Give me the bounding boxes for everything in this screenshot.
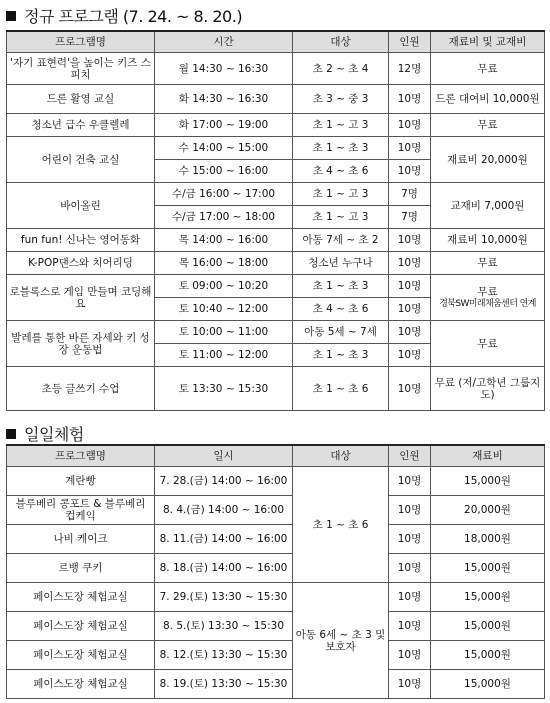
program-fee: 무료 bbox=[431, 114, 545, 137]
table-row bbox=[7, 641, 545, 670]
table-row bbox=[7, 114, 545, 137]
table-row bbox=[7, 583, 545, 612]
program-target: 초 1 ~ 고 3 bbox=[293, 114, 389, 137]
program-fee: 15,000원 bbox=[431, 612, 545, 641]
program-count: 7명 bbox=[389, 183, 431, 206]
program-count: 7명 bbox=[389, 206, 431, 229]
program-name: 청소년 급수 우클렐레 bbox=[7, 114, 155, 137]
program-name: 로블록스로 게임 만들며 코딩해요 bbox=[7, 275, 155, 321]
table-row bbox=[7, 229, 545, 252]
table-row bbox=[7, 321, 545, 344]
program-target: 아동 5세 ~ 7세 bbox=[293, 321, 389, 344]
program-count: 10명 bbox=[389, 583, 431, 612]
section-title-regular bbox=[6, 4, 242, 27]
program-time: 수 15:00 ~ 16:00 bbox=[155, 160, 293, 183]
program-name: K-POP댄스와 치어리딩 bbox=[7, 252, 155, 275]
program-target: 초 1 ~ 고 3 bbox=[293, 183, 389, 206]
program-name: '자기 표현력'을 높이는 키즈 스피치 bbox=[7, 53, 155, 85]
table-row bbox=[7, 367, 545, 411]
program-count: 10명 bbox=[389, 525, 431, 554]
program-time: 수/금 16:00 ~ 17:00 bbox=[155, 183, 293, 206]
program-time: 토 13:30 ~ 15:30 bbox=[155, 367, 293, 411]
program-target: 초 2 ~ 초 4 bbox=[293, 53, 389, 85]
program-count: 10명 bbox=[389, 321, 431, 344]
program-count: 10명 bbox=[389, 641, 431, 670]
program-date: 8. 5.(토) 13:30 ~ 15:30 bbox=[155, 612, 293, 641]
program-count: 10명 bbox=[389, 137, 431, 160]
program-time: 목 16:00 ~ 18:00 bbox=[155, 252, 293, 275]
program-target: 청소년 누구나 bbox=[293, 252, 389, 275]
table-row bbox=[7, 137, 545, 160]
program-name: 바이올린 bbox=[7, 183, 155, 229]
table-row bbox=[7, 554, 545, 583]
table-row bbox=[7, 53, 545, 85]
program-fee: 무료 bbox=[431, 53, 545, 85]
header-program: 프로그램명 bbox=[7, 445, 155, 467]
table-row bbox=[7, 496, 545, 525]
table-row bbox=[7, 670, 545, 699]
program-target: 초 3 ~ 중 3 bbox=[293, 85, 389, 114]
program-fee: 15,000원 bbox=[431, 554, 545, 583]
program-count: 10명 bbox=[389, 467, 431, 496]
header-fee: 재료비 및 교재비 bbox=[431, 31, 545, 53]
program-target: 초 1 ~ 고 3 bbox=[293, 206, 389, 229]
program-count: 10명 bbox=[389, 298, 431, 321]
program-count: 10명 bbox=[389, 612, 431, 641]
program-count: 10명 bbox=[389, 85, 431, 114]
table-row bbox=[7, 612, 545, 641]
program-date: 8. 18.(금) 14:00 ~ 16:00 bbox=[155, 554, 293, 583]
program-time: 토 10:40 ~ 12:00 bbox=[155, 298, 293, 321]
table-row bbox=[7, 275, 545, 298]
program-count: 10명 bbox=[389, 252, 431, 275]
program-count: 10명 bbox=[389, 670, 431, 699]
program-date: 8. 11.(금) 14:00 ~ 16:00 bbox=[155, 525, 293, 554]
program-fee: 교재비 7,000원 bbox=[431, 183, 545, 229]
square-bullet-icon bbox=[6, 429, 16, 439]
program-count: 10명 bbox=[389, 275, 431, 298]
program-count: 12명 bbox=[389, 53, 431, 85]
program-count: 10명 bbox=[389, 554, 431, 583]
program-count: 10명 bbox=[389, 344, 431, 367]
program-date: 7. 29.(토) 13:30 ~ 15:30 bbox=[155, 583, 293, 612]
table-row bbox=[7, 467, 545, 496]
program-name: 드론 활영 교실 bbox=[7, 85, 155, 114]
header-target: 대상 bbox=[293, 445, 389, 467]
program-time: 토 10:00 ~ 11:00 bbox=[155, 321, 293, 344]
program-target: 초 1 ~ 초 6 bbox=[293, 467, 389, 583]
program-time: 화 17:00 ~ 19:00 bbox=[155, 114, 293, 137]
section-title-text: 일일체험 bbox=[24, 425, 84, 444]
program-name: 페이스도장 체험교실 bbox=[7, 670, 155, 699]
program-target: 초 1 ~ 초 6 bbox=[293, 367, 389, 411]
header-count: 인원 bbox=[389, 31, 431, 53]
program-fee: 무료 (저/고학년 그룹지도) bbox=[431, 367, 545, 411]
header-count: 인원 bbox=[389, 445, 431, 467]
header-target: 대상 bbox=[293, 31, 389, 53]
program-target: 아동 6세 ~ 초 3 및 보호자 bbox=[293, 583, 389, 699]
section-title-text: 정규 프로그램 (7. 24. ~ 8. 20.) bbox=[24, 7, 243, 26]
program-name: 페이스도장 체험교실 bbox=[7, 641, 155, 670]
program-target: 아동 7세 ~ 초 2 bbox=[293, 229, 389, 252]
program-count: 10명 bbox=[389, 160, 431, 183]
program-name: 페이스도장 체험교실 bbox=[7, 612, 155, 641]
program-name: fun fun! 신나는 영어동화 bbox=[7, 229, 155, 252]
program-fee: 18,000원 bbox=[431, 525, 545, 554]
program-fee: 15,000원 bbox=[431, 670, 545, 699]
program-fee bbox=[431, 275, 545, 321]
header-time: 시간 bbox=[155, 31, 293, 53]
program-target: 초 1 ~ 초 3 bbox=[293, 344, 389, 367]
header-program: 프로그램명 bbox=[7, 31, 155, 53]
program-fee: 15,000원 bbox=[431, 641, 545, 670]
program-date: 8. 19.(토) 13:30 ~ 15:30 bbox=[155, 670, 293, 699]
program-target: 초 4 ~ 초 6 bbox=[293, 298, 389, 321]
program-fee: 드론 대여비 10,000원 bbox=[431, 85, 545, 114]
program-name: 발레를 통한 바른 자세와 키 성장 운동법 bbox=[7, 321, 155, 367]
table-header-row bbox=[7, 445, 545, 467]
header-date: 일시 bbox=[155, 445, 293, 467]
program-fee: 재료비 20,000원 bbox=[431, 137, 545, 183]
header-fee: 재료비 bbox=[431, 445, 545, 467]
program-count: 10명 bbox=[389, 496, 431, 525]
program-time: 월 14:30 ~ 16:30 bbox=[155, 53, 293, 85]
table-row bbox=[7, 85, 545, 114]
program-name: 초등 글쓰기 수업 bbox=[7, 367, 155, 411]
program-time: 수 14:00 ~ 15:00 bbox=[155, 137, 293, 160]
program-name: 르뱅 쿠키 bbox=[7, 554, 155, 583]
program-fee-note: 경북SW미래채움센터 연계 bbox=[439, 298, 536, 309]
program-fee: 20,000원 bbox=[431, 496, 545, 525]
program-name: 계란빵 bbox=[7, 467, 155, 496]
program-date: 8. 12.(토) 13:30 ~ 15:30 bbox=[155, 641, 293, 670]
program-target: 초 1 ~ 초 3 bbox=[293, 275, 389, 298]
program-fee: 15,000원 bbox=[431, 467, 545, 496]
program-time: 토 11:00 ~ 12:00 bbox=[155, 344, 293, 367]
section-title-daily bbox=[6, 422, 84, 445]
regular-program-table bbox=[6, 30, 545, 411]
program-target: 초 4 ~ 초 6 bbox=[293, 160, 389, 183]
program-fee: 15,000원 bbox=[431, 583, 545, 612]
program-name: 나비 케이크 bbox=[7, 525, 155, 554]
program-fee-value: 무료 bbox=[477, 285, 498, 298]
table-row bbox=[7, 252, 545, 275]
program-fee: 재료비 10,000원 bbox=[431, 229, 545, 252]
program-fee: 무료 bbox=[431, 321, 545, 367]
program-time: 수/금 17:00 ~ 18:00 bbox=[155, 206, 293, 229]
program-date: 8. 4.(금) 14:00 ~ 16:00 bbox=[155, 496, 293, 525]
table-row bbox=[7, 183, 545, 206]
program-fee: 무료 bbox=[431, 252, 545, 275]
table-header-row bbox=[7, 31, 545, 53]
program-name: 어린이 건축 교실 bbox=[7, 137, 155, 183]
program-count: 10명 bbox=[389, 114, 431, 137]
program-count: 10명 bbox=[389, 229, 431, 252]
table-row bbox=[7, 525, 545, 554]
program-name: 페이스도장 체험교실 bbox=[7, 583, 155, 612]
program-date: 7. 28.(금) 14:00 ~ 16:00 bbox=[155, 467, 293, 496]
square-bullet-icon bbox=[6, 11, 16, 21]
program-target: 초 1 ~ 초 3 bbox=[293, 137, 389, 160]
daily-program-table bbox=[6, 444, 545, 699]
program-name: 블루베리 콩포트 & 블루베리 컵케익 bbox=[7, 496, 155, 525]
program-count: 10명 bbox=[389, 367, 431, 411]
program-time: 토 09:00 ~ 10:20 bbox=[155, 275, 293, 298]
program-time: 목 14:00 ~ 16:00 bbox=[155, 229, 293, 252]
program-time: 화 14:30 ~ 16:30 bbox=[155, 85, 293, 114]
